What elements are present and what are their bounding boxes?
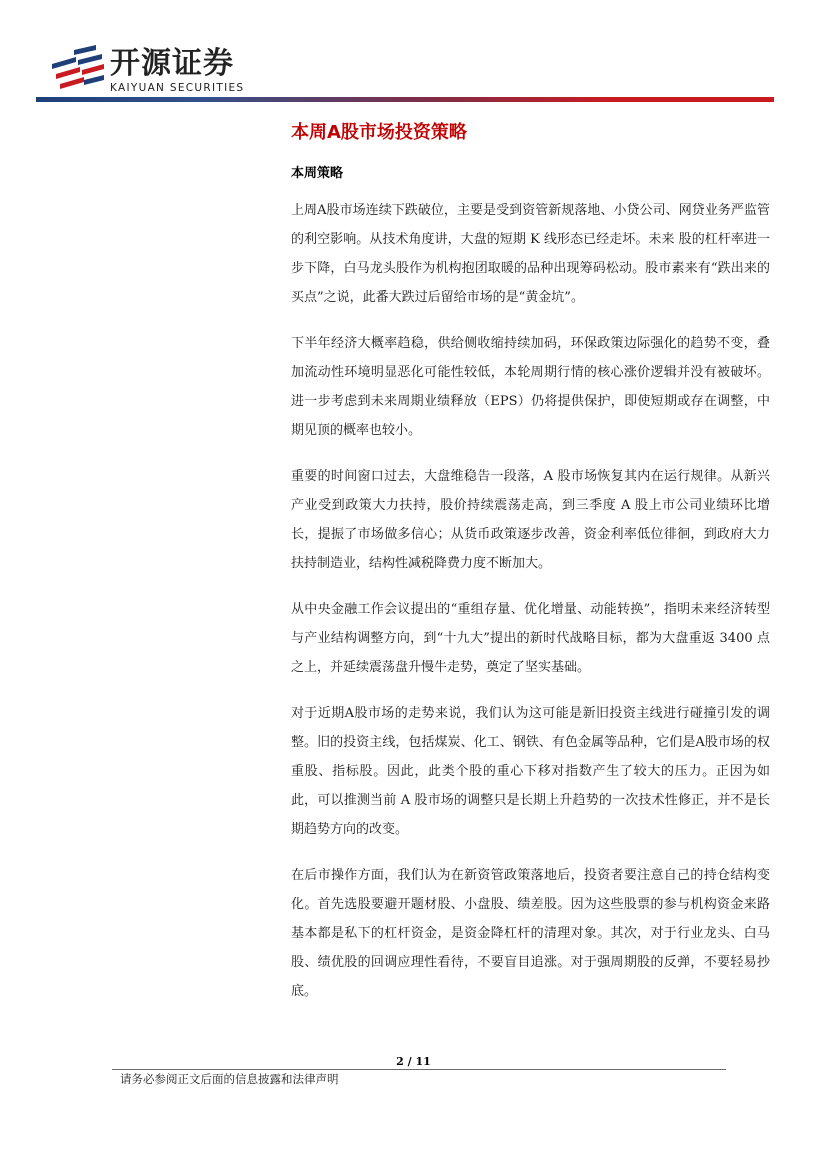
paragraph: 从中央金融工作会议提出的“重组存量、优化增量、动能转换”，指明未来经济转型与产业结构调整方向，到“十九大”提出的新时代战略目标，都为大盘重返 3400 点之上，并延续震荡盘升慢牛走势，奠定了坚实基础。 bbox=[291, 602, 770, 675]
body-text bbox=[291, 196, 770, 1023]
company-logo bbox=[48, 44, 248, 100]
logo-chinese-text: 开源证券 bbox=[110, 46, 234, 81]
paragraph: 上周A股市场连续下跌破位，主要是受到资管新规落地、小贷公司、网贷业务严监管的利空影响。从技术角度讲，大盘的短期 K 线形态已经走坏。未来 股的杠杆率进一步下降，白马龙头股作为机构抱团取暖的品种出现筹码松动。股市素来有“跌出来的买点”之说，此番大跌过后留给市场的是“黄金坑”。 bbox=[291, 203, 770, 305]
paragraph: 下半年经济大概率趋稳，供给侧收缩持续加码，环保政策边际强化的趋势不变，叠加流动性环境明显恶化可能性较低，本轮周期行情的核心涨价逻辑并没有被破坏。进一步考虑到未来周期业绩释放（EPS）仍将提供保护，即使短期或存在调整，中期见顶的概率也较小。 bbox=[291, 336, 770, 438]
paragraph: 在后市操作方面，我们认为在新资管政策落地后，投资者要注意自己的持仓结构变化。首先选股要避开题材股、小盘股、绩差股。因为这些股票的参与机构资金来路基本都是私下的杠杆资金，是资金降杠杆的清理对象。其次，对于行业龙头、白马股、绩优股的回调应理性看待，不要盲目追涨。对于强周期股的反弹，不要轻易抄底。 bbox=[291, 868, 770, 999]
paragraph: 对于近期A股市场的走势来说，我们认为这可能是新旧投资主线进行碰撞引发的调整。旧的投资主线，包括煤炭、化工、钢铁、有色金属等品种，它们是A股市场的权重股、指标股。因此，此类个股的重心下移对指数产生了较大的压力。正因为如此，可以推测当前 A 股市场的调整只是长期上升趋势的一次技术性修正，并不是长期趋势方向的改变。 bbox=[291, 706, 770, 837]
paragraph: 重要的时间窗口过去，大盘维稳告一段落，A 股市场恢复其内在运行规律。从新兴产业受到政策大力扶持，股价持续震荡走高，到三季度 A 股上市公司业绩环比增长，提振了市场做多信心；从货币政策逐步改善，资金利率低位徘徊，到政府大力扶持制造业，结构性减税降费力度不断加大。 bbox=[291, 469, 770, 571]
header-divider bbox=[36, 97, 774, 102]
page-title: 本周A股市场投资策略 bbox=[291, 122, 467, 143]
footer-divider bbox=[112, 1069, 726, 1070]
logo-english-text: KAIYUAN SECURITIES bbox=[110, 82, 245, 94]
section-heading: 本周策略 bbox=[291, 166, 344, 181]
kaiyuan-logo-icon bbox=[48, 44, 106, 94]
legal-disclaimer: 请务必参阅正文后面的信息披露和法律声明 bbox=[120, 1072, 339, 1086]
page-number: 2 / 11 bbox=[396, 1055, 431, 1068]
